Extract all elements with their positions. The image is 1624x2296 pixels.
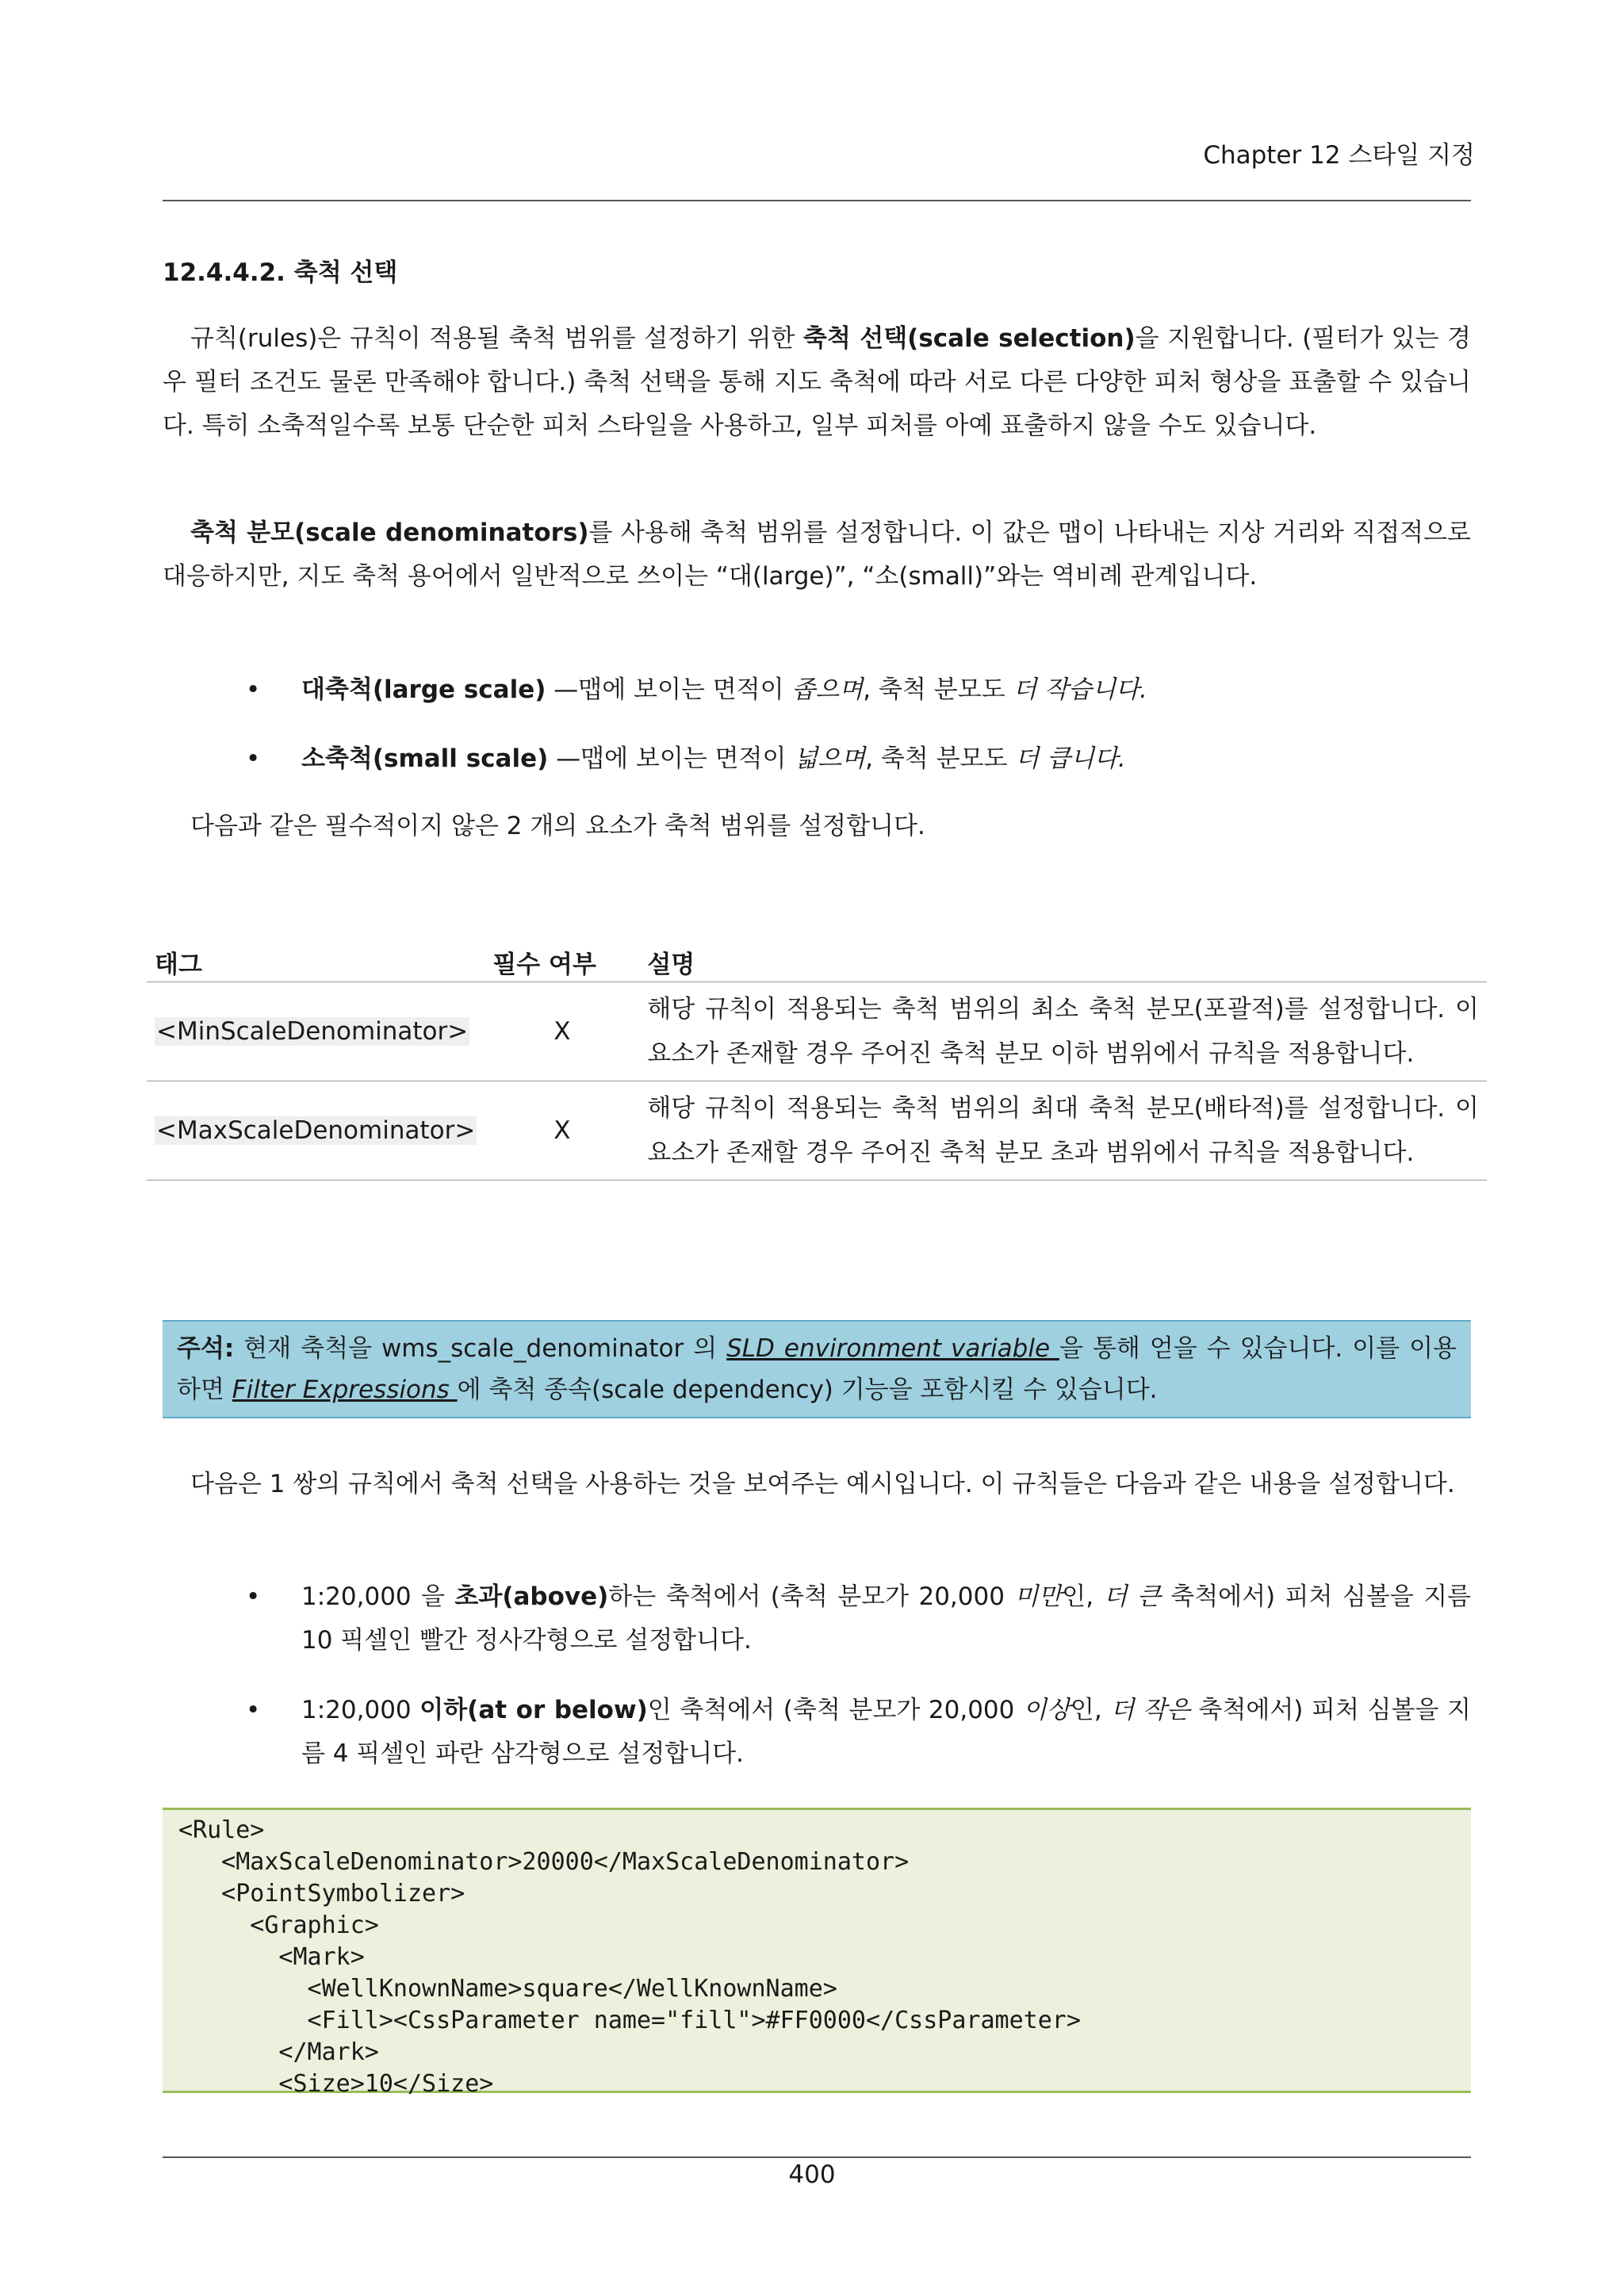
table-header-row — [147, 942, 1487, 982]
header-divider — [163, 200, 1471, 201]
page-number: 400 — [788, 2160, 836, 2189]
tag-text: <MaxScaleDenominator> — [156, 1116, 476, 1145]
column-header-description: 설명 — [639, 942, 1487, 982]
bullet-italic-2: 더 큰 — [1103, 1582, 1161, 1611]
paragraph-elements-intro: 다음과 같은 필수적이지 않은 2 개의 요소가 축척 범위를 설정합니다. — [190, 812, 925, 840]
bullet-small-scale — [301, 737, 1471, 781]
paragraph-scale-selection — [163, 317, 1471, 448]
bullet-text-b: , 축척 분모도 — [865, 744, 1016, 773]
p2-bold-term: 축척 분모(scale denominators) — [190, 519, 589, 547]
bullet-bold: 대축척(large scale) — [301, 675, 546, 704]
bullet-text-a: 1:20,000 — [301, 1696, 420, 1724]
p1-text-c: 을 지원합니다. (필터가 있는 경우 필터 조건도 물론 만족해야 합니다.) 축척 선택을 통해 지도 축척에 따라 서로 다른 다양한 피처 형상을 표출할 수 있습니다. 특히 소축적일수록 보통 단순한 피처 스타일을 사용하고, 일부 피처를 아예 표출하지 않을 수도 있습니다. — [163, 324, 1471, 440]
bullet-text-d: 축척에서) 피처 심볼을 지름 10 픽셀인 빨간 정사각형으로 설정합니다. — [301, 1582, 1472, 1655]
bullet-italic-1: 미만 — [1014, 1582, 1063, 1611]
bullet-bold: 초과(above) — [454, 1582, 609, 1611]
note-text-a: 현재 축척을 wms_scale_denominator 의 — [234, 1334, 727, 1363]
filter-expressions-link[interactable]: Filter Expressions — [232, 1376, 458, 1404]
bullet-text-a: —맵에 보이는 면적이 — [546, 675, 792, 704]
cell-tag — [147, 1081, 485, 1181]
bullet-text-d: 축척에서) 피처 심볼을 지름 4 픽셀인 파란 삼각형으로 설정합니다. — [301, 1696, 1471, 1768]
column-header-required: 필수 여부 — [485, 942, 639, 982]
tag-text: <MinScaleDenominator> — [156, 1017, 469, 1046]
column-header-tag: 태그 — [147, 942, 485, 982]
note-text-b: 을 통해 얻을 수 있습니다. 이를 이용하면 — [177, 1334, 1457, 1404]
bullet-below-scale — [301, 1689, 1471, 1776]
scale-elements-table — [147, 942, 1487, 1181]
cell-description: 해당 규칙이 적용되는 축척 범위의 최대 축척 분모(배타적)를 설정합니다. 이 요소가 존재할 경우 주어진 축척 분모 초과 범위에서 규칙을 적용합니다. — [639, 1081, 1487, 1181]
bullet-dot-icon: • — [246, 744, 261, 773]
bullet-text-c: 인, — [1070, 1696, 1111, 1724]
note-label: 주석: — [177, 1334, 235, 1363]
bullet-text-a: —맵에 보이는 면적이 — [548, 744, 795, 773]
table-row — [147, 982, 1487, 1081]
bullet-text-b: 하는 축척에서 (축척 분모가 20,000 — [608, 1582, 1015, 1611]
bullet-italic-1: 이상 — [1023, 1696, 1071, 1724]
bullet-text-c: 인, — [1062, 1582, 1104, 1611]
bullet-dot-icon: • — [246, 1582, 261, 1611]
sld-environment-variable-link[interactable]: SLD environment variable — [726, 1334, 1060, 1363]
bullet-text-a: 1:20,000 을 — [301, 1582, 455, 1611]
bullet-italic-1: 좁으며 — [791, 675, 864, 704]
chapter-header: Chapter 12 스타일 지정 — [1203, 141, 1475, 170]
cell-tag — [147, 982, 485, 1081]
bullet-large-scale — [301, 668, 1471, 712]
note-text-c: 에 축척 종속(scale dependency) 기능을 포함시킬 수 있습니다. — [457, 1376, 1158, 1404]
p1-bold-term: 축척 선택(scale selection) — [802, 324, 1136, 353]
bullet-italic-2: 더 큽니다. — [1015, 744, 1126, 773]
table-row — [147, 1081, 1487, 1181]
paragraph-example-intro: 다음은 1 쌍의 규칙에서 축척 선택을 사용하는 것을 보여주는 예시입니다. 이 규칙들은 다음과 같은 내용을 설정합니다. — [190, 1470, 1455, 1498]
note-box — [163, 1320, 1471, 1418]
footer-divider — [163, 2156, 1471, 2158]
bullet-above-scale — [301, 1575, 1471, 1663]
bullet-bold: 소축척(small scale) — [301, 744, 549, 773]
bullet-italic-1: 넓으며 — [794, 744, 866, 773]
bullet-dot-icon: • — [246, 1696, 261, 1724]
bullet-text-b: , 축척 분모도 — [863, 675, 1013, 704]
cell-required: X — [485, 1081, 639, 1181]
bullet-italic-2: 더 작은 — [1110, 1696, 1190, 1724]
p1-text-a: 규칙(rules)은 규칙이 적용될 축척 범위를 설정하기 위한 — [190, 324, 803, 353]
bullet-bold: 이하(at or below) — [419, 1696, 648, 1724]
cell-description: 해당 규칙이 적용되는 축척 범위의 최소 축척 분모(포괄적)를 설정합니다. 이 요소가 존재할 경우 주어진 축척 분모 이하 범위에서 규칙을 적용합니다. — [639, 982, 1487, 1081]
paragraph-scale-denominators — [163, 511, 1471, 599]
bullet-text-b: 인 축척에서 (축척 분모가 20,000 — [647, 1696, 1024, 1724]
section-title: 12.4.4.2. 축척 선택 — [163, 258, 398, 287]
cell-required: X — [485, 982, 639, 1081]
code-block: <Rule> <MaxScaleDenominator>20000</MaxScaleDenominator> <PointSymbolizer> <Graphic> <Mark> <WellKnownName>square</WellKnownName> <Fill><CssParameter name="fill">#FF0000</CssParameter> </Mark> <Size>10</Size> — [163, 1808, 1471, 2093]
p2-text-b: 를 사용해 축척 범위를 설정합니다. 이 값은 맵이 나타내는 지상 거리와 직접적으로 대응하지만, 지도 축척 용어에서 일반적으로 쓰이는 “대(large)”, “소(small)”와는 역비례 관계입니다. — [163, 519, 1471, 591]
bullet-italic-2: 더 작습니다. — [1013, 675, 1147, 704]
bullet-dot-icon: • — [246, 675, 261, 704]
